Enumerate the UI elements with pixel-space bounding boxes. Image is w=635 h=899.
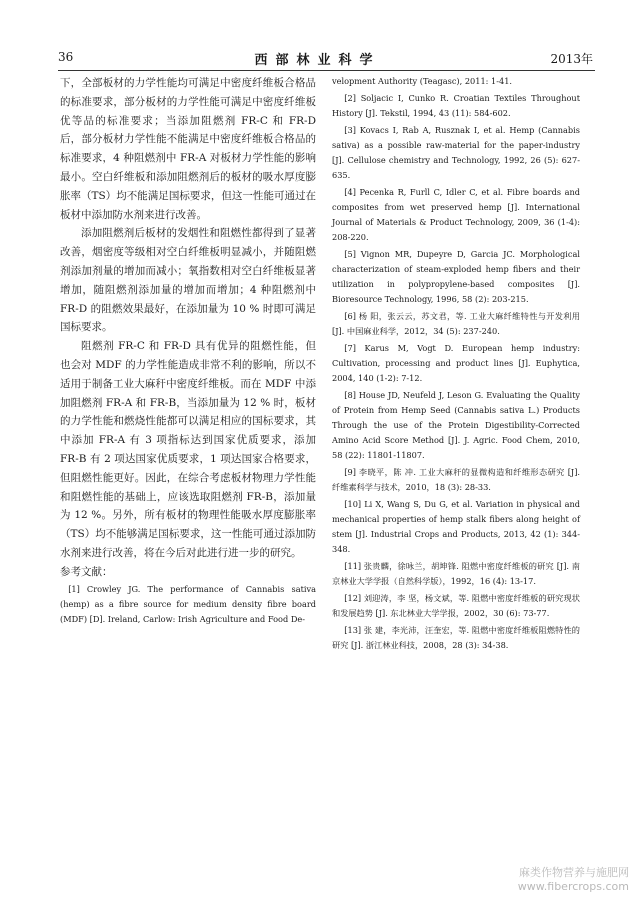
reference-item: [1] Crowley JG. The performance of Cannabis sativa (hemp) as a fibre source for medium density fibre board (MDF) [D]. Ireland, Carlow: Irish Agriculture and Food De- (60, 583, 316, 624)
right-column (332, 74, 580, 655)
reference-item: [8] House JD, Neufeld J, Leson G. Evaluating the Quality of Protein from Hemp Seed (Cannabis sativa L.) Products Through the use of the Protein Digestibility-Corrected Amino Acid Score Method [J]. J. Agric. Food Chem, 2010, 58 (22): 11801-11807. (332, 390, 580, 460)
reference-item: [13] 张 建，李光沛，汪奎宏，等. 阻燃中密度纤维板阻燃特性的研究 [J]. 浙江林业科技，2008，28 (3): 34-38. (332, 625, 580, 650)
reference-item: [10] Li X, Wang S, Du G, et al. Variation in physical and mechanical properties of hemp stalk fibers along height of stem [J]. Industrial Crops and Products, 2013, 42 (1): 344-348. (332, 499, 580, 554)
reference-item: [6] 杨 阳，张云云，苏文君，等. 工业大麻纤维特性与开发利用 [J]. 中国麻业科学，2012，34 (5): 237-240. (332, 311, 580, 336)
reference-item: [12] 刘迎涛，李 坚，杨文斌，等. 阻燃中密度纤维板的研究现状和发展趋势 [J]. 东北林业大学学报，2002，30 (6): 73-77. (332, 593, 580, 618)
references-heading: 参考文献： (60, 565, 113, 578)
reference-item: [2] Soljacic I, Cunko R. Croatian Textiles Throughout History [J]. Tekstil, 1994, 43 (11): 584-602. (332, 93, 580, 118)
page-number: 36 (58, 50, 74, 64)
journal-name: 西部林业科学 (254, 53, 381, 68)
paragraph: 下，全部板材的力学性能均可满足中密度纤维板合格品的标准要求，部分板材的力学性能可满足中密度纤维板优等品的标准要求；当添加阻燃剂 FR-C 和 FR-D 后，部分板材力学性能不能满足中密度纤维板合格品的标准要求，4 种阻燃剂中 FR-A 对板材力学性能的影响最小。空白纤维板和添加阻燃剂后的板材的吸水厚度膨胀率（TS）均不能满足国标要求，但这一性能可通过在板材中添加防水剂来进行改善。 (60, 77, 316, 221)
reference-continuation: velopment Authority (Teagasc), 2011: 1-41. (332, 76, 513, 86)
watermark-url: www.fibercrops.com (517, 880, 629, 893)
reference-item: [7] Karus M, Vogt D. European hemp industry: Cultivation, processing and product lines [J]. Euphytica, 2004, 140 (1-2): 7-12. (332, 343, 580, 383)
reference-item: [11] 张贵麟，徐咏兰，胡坤锋. 阻燃中密度纤维板的研究 [J]. 南京林业大学学报（自然科学版），1992，16 (4): 13-17. (332, 561, 580, 586)
left-column (60, 74, 316, 627)
reference-item: [9] 李晓平，陈 冲. 工业大麻秆的显微构造和纤维形态研究 [J]. 纤维素科学与技术，2010，18 (3): 28-33. (332, 467, 580, 492)
reference-item: [3] Kovacs I, Rab A, Rusznak I, et al. Hemp (Cannabis sativa) as a possible raw-material for the paper-industry [J]. Cellulose chemistry and Technology, 1992, 26 (5): 627-635. (332, 125, 580, 180)
year: 2013年 (550, 52, 593, 66)
header-rule (58, 70, 595, 71)
paragraph: 添加阻燃剂后板材的发烟性和阻燃性都得到了显著改善，烟密度等级相对空白纤维板明显减小，并随阻燃剂添加剂量的增加而减小；氧指数相对空白纤维板显著增加，随阻燃剂添加量的增加而增加；4 种阻燃剂中 FR-D 的阻燃效果最好，在添加量为 10 % 时即可满足国标要求。 (60, 227, 316, 334)
watermark (518, 864, 629, 893)
watermark-chinese: 麻类作物营养与施肥网 (519, 866, 629, 879)
paragraph: 阻燃剂 FR-C 和 FR-D 具有优异的阻燃性能，但也会对 MDF 的力学性能造成非常不利的影响，所以不适用于制备工业大麻秆中密度纤维板。而在 MDF 中添加阻燃剂 FR-A 和 FR-B，当添加量为 12 % 时，板材的力学性能和燃烧性能都可以满足相应的国标要求，其中添加 FR-A 有 3 项指标达到国家优质要求，添加 FR-B 有 2 项达国家优质要求，1 项达国家合格要求，但阻燃性能更好。因此，在综合考虑板材物理力学性能和阻燃性能的基础上，应该选取阻燃剂 FR-B，添加量为 12 %。另外，所有板材的物理性能吸水厚度膨胀率（TS）均不能够满足国标要求，这一性能可通过添加防水剂来进行改善，将在今后对此进行进一步的研究。 (60, 340, 316, 559)
reference-item: [5] Vignon MR, Dupeyre D, Garcia JC. Morphological characterization of steam-exploded hemp fibers and their utilization in polypropylene-based composites [J]. Bioresource Technology, 1996, 58 (2): 203-215. (332, 249, 580, 304)
reference-item: [4] Pecenka R, Furll C, Idler C, et al. Fibre boards and composites from wet preserved hemp [J]. International Journal of Materials & Product Technology, 2009, 36 (1-4): 208-220. (332, 187, 580, 242)
